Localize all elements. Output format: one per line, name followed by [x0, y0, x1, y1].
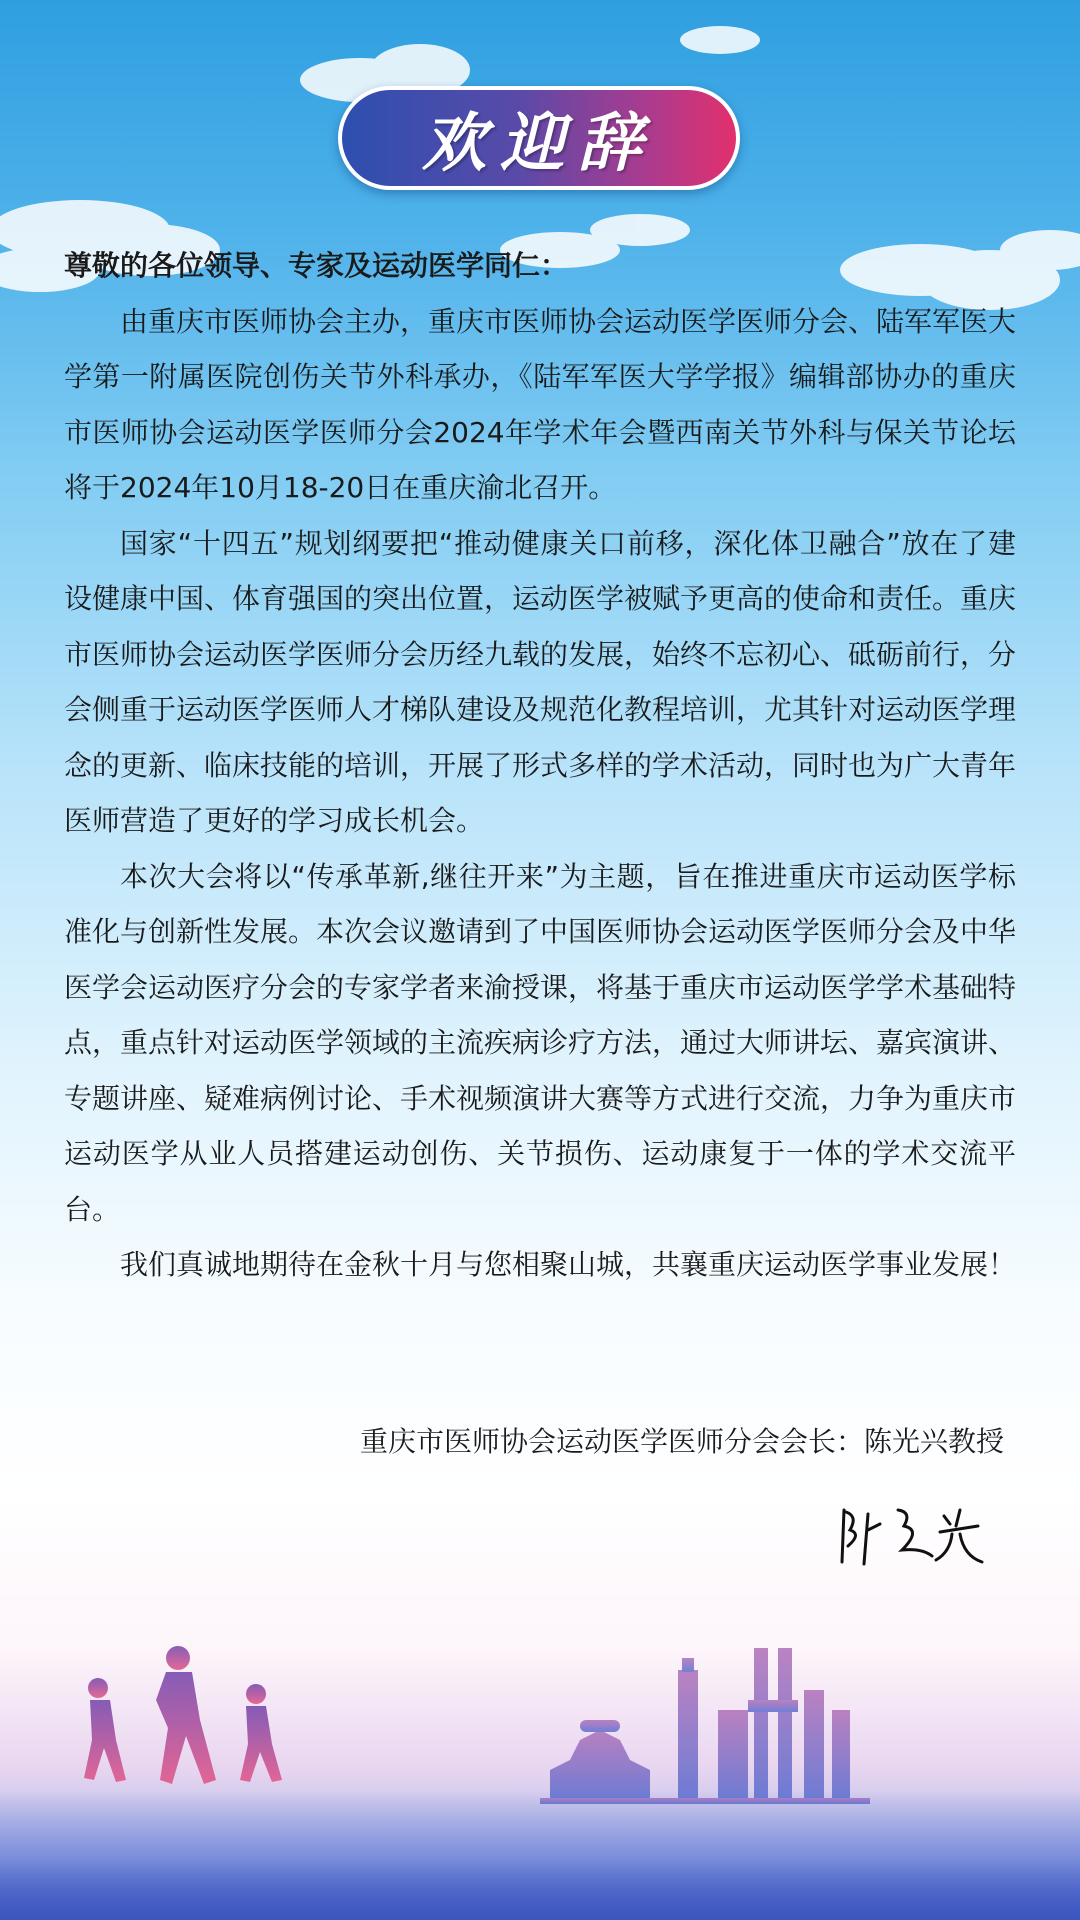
letter-paragraph-2: 国家“十四五”规划纲要把“推动健康关口前移，深化体卫融合”放在了建设健康中国、体育强国的突出位置，运动医学被赋予更高的使命和责任。重庆市医师协会运动医学医师分会历经九载的发展，始终不忘初心、砥砺前行，分会侧重于运动医学医师人才梯队建设及规范化教程培训，尤其针对运动医学理念的更新、临床技能的培训，开展了形式多样的学术活动，同时也为广大青年医师营造了更好的学习成长机会。 — [64, 526, 1017, 837]
signature-line: 重庆市医师协会运动医学医师分会会长：陈光兴教授 — [359, 1425, 1004, 1458]
letter-paragraph-1: 由重庆市医师协会主办，重庆市医师协会运动医学医师分会、陆军军医大学第一附属医院创伤关节外科承办，《陆军军医大学学报》编辑部协办的重庆市医师协会运动医学医师分会2024年学术年会暨西南关节外科与保关节论坛将于2024年10月18-20日在重庆渝北召开。 — [64, 304, 1017, 504]
letter-paragraph-4: 我们真诚地期待在金秋十月与您相聚山城，共襄重庆运动医学事业发展！ — [120, 1248, 1017, 1281]
signature-image — [832, 1490, 1012, 1570]
welcome-letter — [64, 238, 1016, 1293]
page-title: 欢迎辞 — [422, 106, 656, 181]
bottom-decoration — [0, 1790, 1080, 1920]
salutation: 尊敬的各位领导、专家及运动医学同仁： — [64, 249, 569, 282]
letter-paragraph-3: 本次大会将以“传承革新,继往开来”为主题，旨在推进重庆市运动医学标准化与创新性发展。本次会议邀请到了中国医师协会运动医学医师分会及中华医学会运动医疗分会的专家学者来渝授课，将基于重庆市运动医学学术基础特点，重点针对运动医学领域的主流疾病诊疗方法，通过大师讲坛、嘉宾演讲、专题讲座、疑难病例讨论、手术视频演讲大赛等方式进行交流，力争为重庆市运动医学从业人员搭建运动创伤、关节损伤、运动康复于一体的学术交流平台。 — [64, 859, 1017, 1226]
title-banner — [338, 86, 740, 190]
city-skyline-icon — [540, 1640, 960, 1810]
